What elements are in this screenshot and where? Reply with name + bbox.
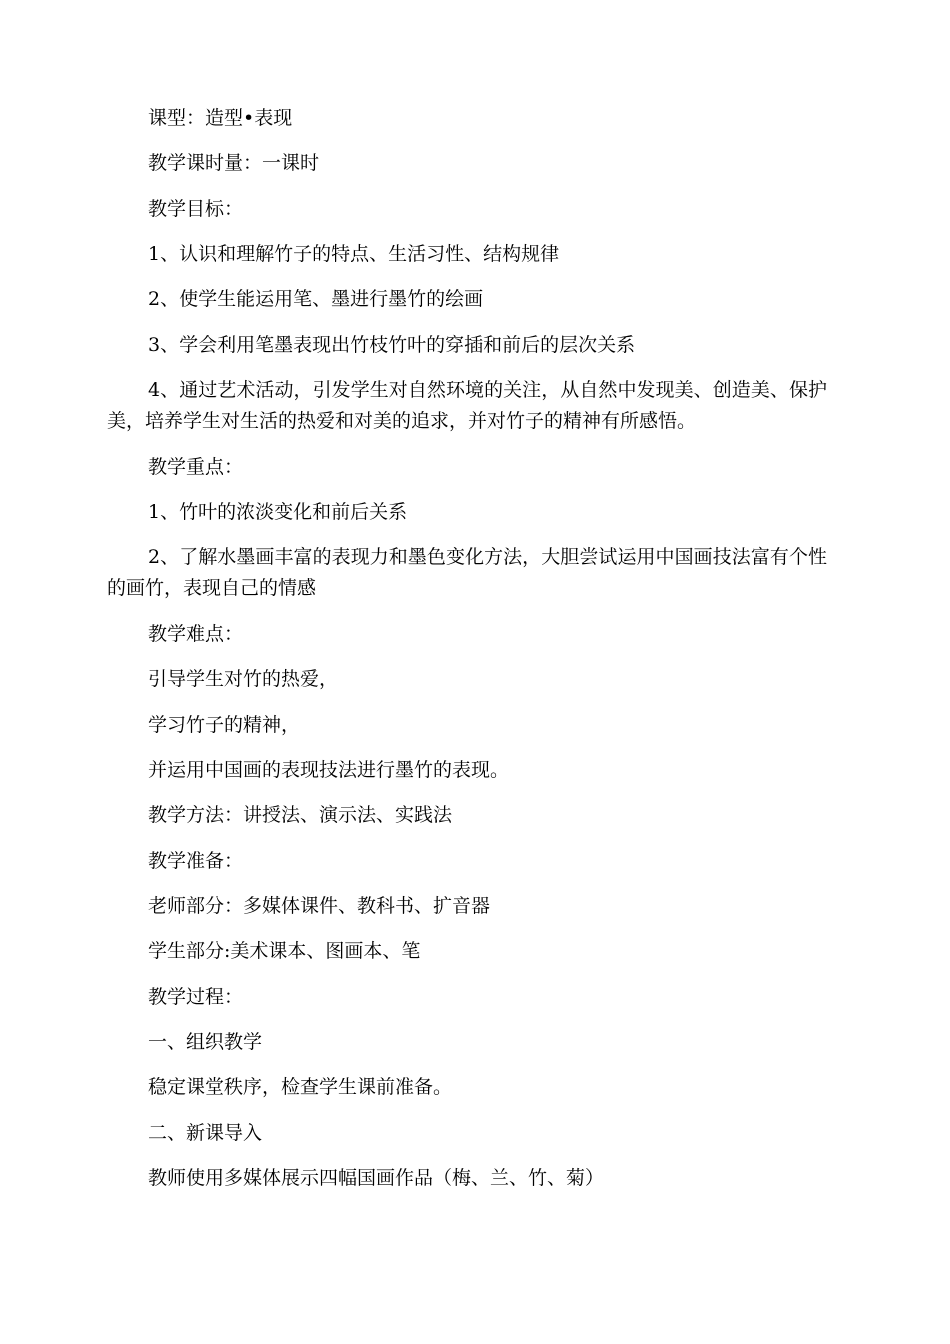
teacher-materials-line: 老师部分：多媒体课件、教科书、扩音器 xyxy=(148,895,491,917)
process-heading: 教学过程： xyxy=(148,986,244,1008)
teaching-methods-line: 教学方法：讲授法、演示法、实践法 xyxy=(148,804,453,826)
goal-item-1: 1、认识和理解竹子的特点、生活习性、结构规律 xyxy=(148,243,560,265)
difficulty-line-3: 并运用中国画的表现技法进行墨竹的表现。 xyxy=(148,759,510,781)
course-type-line: 课型：造型•表现 xyxy=(148,107,293,129)
difficulty-line-1: 引导学生对竹的热爱， xyxy=(148,668,339,690)
step-1-heading: 一、组织教学 xyxy=(148,1031,263,1053)
preparation-heading: 教学准备： xyxy=(148,850,244,872)
key-point-item-2: 2、了解水墨画丰富的表现力和墨色变化方法，大胆尝试运用中国画技法富有个性的画竹，表现自己的情感 xyxy=(107,546,827,599)
goals-heading: 教学目标： xyxy=(148,198,244,220)
difficulties-heading: 教学难点： xyxy=(148,623,244,645)
key-point-item-1: 1、竹叶的浓淡变化和前后关系 xyxy=(148,501,408,523)
goal-item-3: 3、学会利用笔墨表现出竹枝竹叶的穿插和前后的层次关系 xyxy=(148,334,636,356)
goal-item-2: 2、使学生能运用笔、墨进行墨竹的绘画 xyxy=(148,288,484,310)
step-2-content: 教师使用多媒体展示四幅国画作品（梅、兰、竹、菊） xyxy=(148,1167,605,1189)
difficulty-line-2: 学习竹子的精神， xyxy=(148,714,301,736)
class-hours-line: 教学课时量：一课时 xyxy=(148,152,320,174)
student-materials-line: 学生部分:美术课本、图画本、笔 xyxy=(148,940,421,962)
key-points-heading: 教学重点： xyxy=(148,456,244,478)
goal-item-4: 4、通过艺术活动，引发学生对自然环境的关注，从自然中发现美、创造美、保护美，培养学生对生活的热爱和对美的追求，并对竹子的精神有所感悟。 xyxy=(107,379,827,432)
step-2-heading: 二、新课导入 xyxy=(148,1122,263,1144)
step-1-content: 稳定课堂秩序，检查学生课前准备。 xyxy=(148,1076,453,1098)
